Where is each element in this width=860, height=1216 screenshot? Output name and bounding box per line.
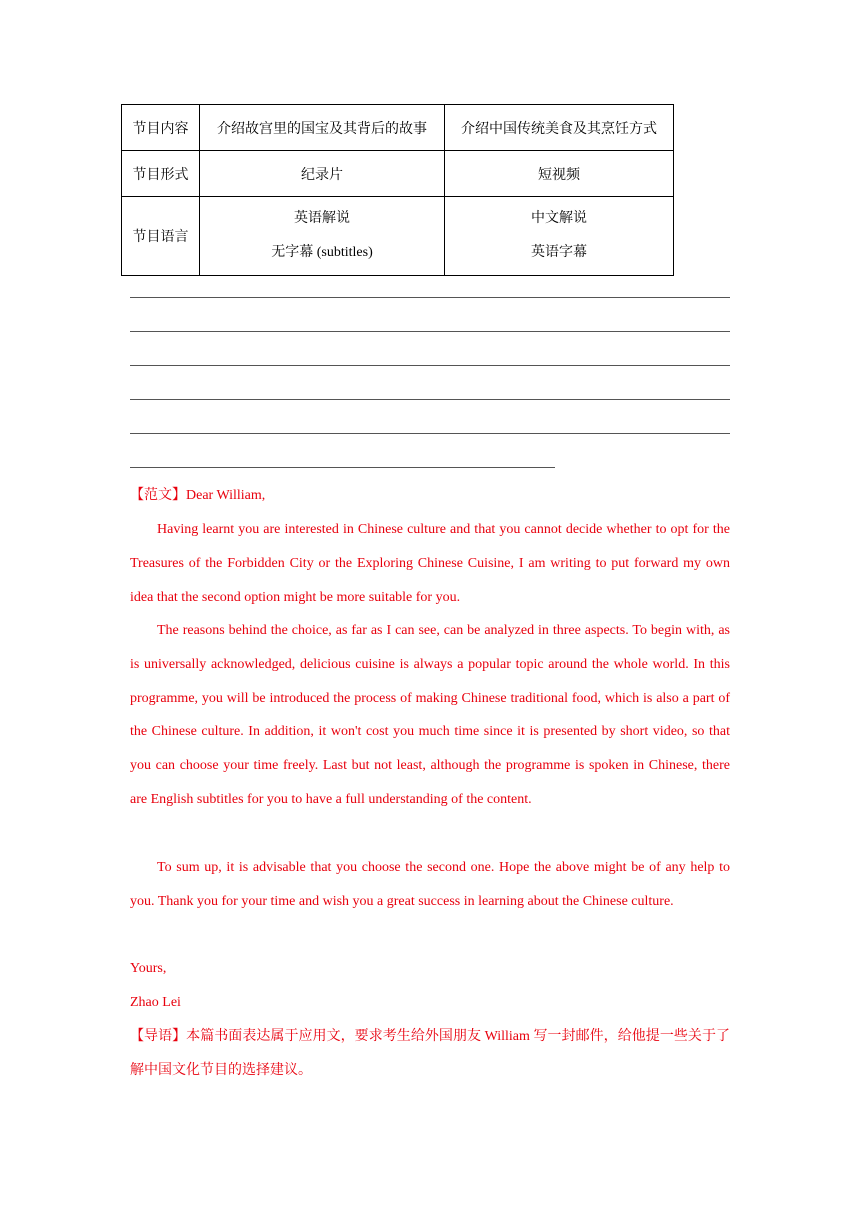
cell-line: 中文解说 bbox=[531, 211, 587, 226]
table-cell bbox=[200, 197, 445, 276]
cell-line: 无字幕 (subtitles) bbox=[271, 245, 373, 260]
writing-line bbox=[130, 399, 730, 400]
table-cell: 短视频 bbox=[445, 151, 674, 197]
cell-line: 英语字幕 bbox=[531, 245, 587, 260]
table-row bbox=[122, 105, 674, 151]
sample-paragraph-1: Having learnt you are interested in Chinese culture and that you cannot decide whether to opt for the Treasures of the Forbidden City or the Exploring Chinese Cuisine, I am writing to put forward my own idea that the second option might be more suitable for you. bbox=[130, 522, 730, 605]
table-row bbox=[122, 197, 674, 276]
sample-paragraph-2: The reasons behind the choice, as far as I can see, can be analyzed in three aspects. To begin with, as is universally acknowledged, delicious cuisine is always a popular topic around the whole world. In this programme, you will be introduced the process of making Chinese traditional food, which is also a part of the Chinese culture. In addition, it won't cost you much time since it is presented by short video, so that you can choose your time freely. Last but not least, although the programme is spoken in Chinese, there are English subtitles for you to have a full understanding of the content. bbox=[130, 623, 730, 807]
cell-line: 英语解说 bbox=[294, 211, 350, 226]
signature: Zhao Lei bbox=[130, 995, 181, 1010]
writing-line bbox=[130, 297, 730, 298]
table-cell: 介绍中国传统美食及其烹饪方式 bbox=[445, 105, 674, 151]
salutation: Dear William, bbox=[186, 488, 266, 503]
row-header: 节目形式 bbox=[122, 151, 200, 197]
guide-text: 本篇书面表达属于应用文，要求考生给外国朋友 William 写一封邮件，给他提一些关于了解中国文化节目的选择建议。 bbox=[130, 1029, 730, 1078]
writing-line bbox=[130, 433, 730, 434]
table-cell: 介绍故宫里的国宝及其背后的故事 bbox=[200, 105, 445, 151]
guide-paragraph bbox=[130, 1020, 730, 1088]
writing-line bbox=[130, 467, 555, 468]
row-header: 节目语言 bbox=[122, 197, 200, 276]
programme-comparison-table bbox=[121, 104, 674, 276]
sample-paragraph-3: To sum up, it is advisable that you choose the second one. Hope the above might be of any help to you. Thank you for your time and wish you a great success in learning about the Chinese culture. bbox=[130, 860, 730, 909]
table-row bbox=[122, 151, 674, 197]
writing-line bbox=[130, 365, 730, 366]
sample-label: 【范文】 bbox=[130, 488, 186, 503]
writing-line bbox=[130, 331, 730, 332]
table-cell: 纪录片 bbox=[200, 151, 445, 197]
row-header: 节目内容 bbox=[122, 105, 200, 151]
table-cell bbox=[445, 197, 674, 276]
sample-salutation-line bbox=[130, 479, 730, 513]
closing: Yours, bbox=[130, 961, 167, 976]
guide-label: 【导语】 bbox=[130, 1029, 187, 1044]
